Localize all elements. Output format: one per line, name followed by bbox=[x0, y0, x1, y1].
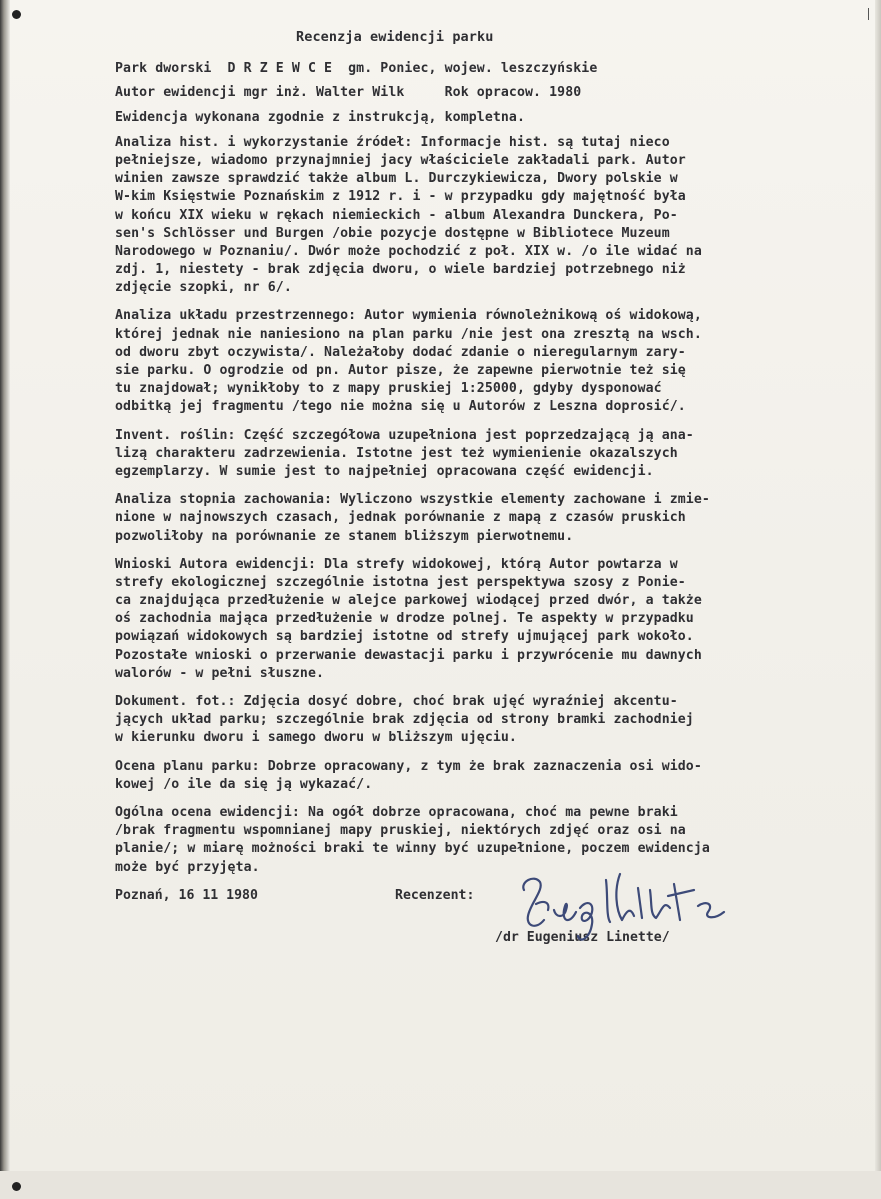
text-line: winien zawsze sprawdzić także album L. Durczykiewicza, Dwory polskie w bbox=[115, 171, 678, 187]
text-line: planie/; w miarę możności braki te winny być uzupełnione, poczem ewidencja bbox=[115, 841, 710, 857]
paragraph-photos bbox=[115, 693, 855, 748]
document-body bbox=[115, 28, 855, 887]
scan-right-edge bbox=[875, 0, 881, 1199]
text-line: kowej /o ile da się ją wykazać/. bbox=[115, 776, 373, 792]
text-line: sen's Schlösser und Burgen /obie pozycje dostępne w Bibliotece Muzeum bbox=[115, 225, 670, 241]
text-line: Analiza stopnia zachowania: Wyliczono wszystkie elementy zachowane i zmie- bbox=[115, 492, 710, 508]
paragraph-spatial bbox=[115, 307, 855, 416]
text-line: ca znajdująca przedłużenie w alejce parkowej wiodącej przed dwór, a także bbox=[115, 593, 702, 609]
reviewer-label: Recenzent: bbox=[395, 888, 475, 903]
text-line: której jednak nie naniesiono na plan parku /nie jest ona zresztą na wsch. bbox=[115, 326, 702, 342]
header-line: Park dworski D R Z E W C E gm. Poniec, wojew. leszczyńskie bbox=[115, 61, 598, 77]
text-line: jących układ parku; szczególnie brak zdjęcia od strony bramki zachodniej bbox=[115, 712, 694, 728]
text-line: egzemplarzy. W sumie jest to najpełniej opracowana część ewidencji. bbox=[115, 463, 654, 479]
text-line: od dworu zbyt oczywista/. Należałoby dodać zdanie o nieregularnym zary- bbox=[115, 344, 686, 360]
text-line: Pozostałe wnioski o przerwanie dewastacji parku i przywrócenie mu dawnych bbox=[115, 647, 702, 663]
text-line: W-kim Księstwie Poznańskim z 1912 r. i - w przypadku gdy majętność była bbox=[115, 189, 686, 205]
edge-mark bbox=[868, 8, 869, 20]
text-line: w końcu XIX wieku w rękach niemieckich - album Alexandra Dunckera, Po- bbox=[115, 207, 678, 223]
paragraph-plan bbox=[115, 758, 855, 794]
text-line: sie parku. O ogrodzie od pn. Autor pisze, że zapewne pierwotnie też się bbox=[115, 363, 686, 378]
text-line: /brak fragmentu wspomnianej mapy pruskiej, niektórych zdjęć oraz osi na bbox=[115, 823, 686, 839]
text-line: może być przyjęta. bbox=[115, 859, 260, 875]
punch-hole bbox=[12, 10, 21, 19]
text-line: powiązań widokowych są bardziej istotne od strefy ujmującej park wokoło. bbox=[115, 629, 694, 645]
text-line: Invent. roślin: Część szczegółowa uzupełniona jest poprzedzającą ją ana- bbox=[115, 427, 694, 443]
document-title: Recenzja ewidencji parku bbox=[296, 29, 494, 45]
text-line: lizą charakteru zadrzewienia. Istotne jest też wymienienie okazalszych bbox=[115, 445, 678, 461]
text-line: nione w najnowszych czasach, jednak porównanie z mapą z czasów pruskich bbox=[115, 510, 686, 526]
text-line: Dokument. fot.: Zdjęcia dosyć dobre, choć brak ujęć wyraźniej akcentu- bbox=[115, 694, 678, 709]
text-line: tu znajdował; wynikłoby to z mapy pruskiej 1:25000, gdyby dysponować bbox=[115, 381, 662, 397]
text-line: oś zachodnia mająca przedłużenie w drodze polnej. Te aspekty w przypadku bbox=[115, 611, 694, 627]
text-line: Analiza hist. i wykorzystanie źródeł: Informacje hist. są tutaj nieco bbox=[115, 134, 670, 150]
text-line: Ocena planu parku: Dobrze opracowany, z tym że brak zaznaczenia osi wido- bbox=[115, 758, 702, 774]
header-line: Autor ewidencji mgr inż. Walter Wilk Rok opracow. 1980 bbox=[115, 85, 582, 101]
text-line: odbitką jej fragmentu /tego nie można się u Autorów z Leszna doprosić/. bbox=[115, 399, 686, 415]
text-line: zdjęcie szopki, nr 6/. bbox=[115, 280, 292, 296]
text-line: zdj. 1, niestety - brak zdjęcia dworu, o wiele bardziej potrzebnego niż bbox=[115, 262, 686, 278]
text-line: w kierunku dworu i samego dworu w bliższym ujęciu. bbox=[115, 730, 517, 746]
paragraph-conclusions bbox=[115, 556, 855, 683]
text-line: pełniejsze, wiadomo przynajmniej jacy właściciele zakładali park. Autor bbox=[115, 152, 686, 168]
text-line: Narodowego w Poznaniu/. Dwór może pochodzić z poł. XIX w. /o ile widać na bbox=[115, 243, 702, 259]
text-line: pozwoliłoby na porównanie ze stanem bliższym pierwotnemu. bbox=[115, 528, 574, 544]
scan-bottom-strip bbox=[0, 1171, 881, 1199]
text-line: Wnioski Autora ewidencji: Dla strefy widokowej, którą Autor powtarza w bbox=[115, 556, 678, 572]
text-line: Ogólna ocena ewidencji: Na ogół dobrze opracowana, choć ma pewne braki bbox=[115, 804, 678, 820]
reviewer-name: /dr Eugeniusz Linette/ bbox=[495, 930, 670, 945]
scan-left-edge bbox=[0, 0, 10, 1199]
punch-hole bbox=[12, 1182, 21, 1191]
paragraph-history bbox=[115, 134, 855, 298]
header-line: Ewidencja wykonana zgodnie z instrukcją, kompletna. bbox=[115, 109, 526, 125]
text-line: Analiza układu przestrzennego: Autor wymienia równoleżnikową oś widokową, bbox=[115, 308, 702, 324]
place-date: Poznań, 16 11 1980 bbox=[115, 888, 258, 903]
text-line: walorów - w pełni słuszne. bbox=[115, 665, 325, 681]
paragraph-preservation bbox=[115, 491, 855, 546]
paragraph-plants bbox=[115, 427, 855, 482]
handwritten-signature bbox=[510, 860, 750, 950]
text-line: strefy ekologicznej szczególnie istotna jest perspektywa szosy z Ponie- bbox=[115, 574, 686, 590]
